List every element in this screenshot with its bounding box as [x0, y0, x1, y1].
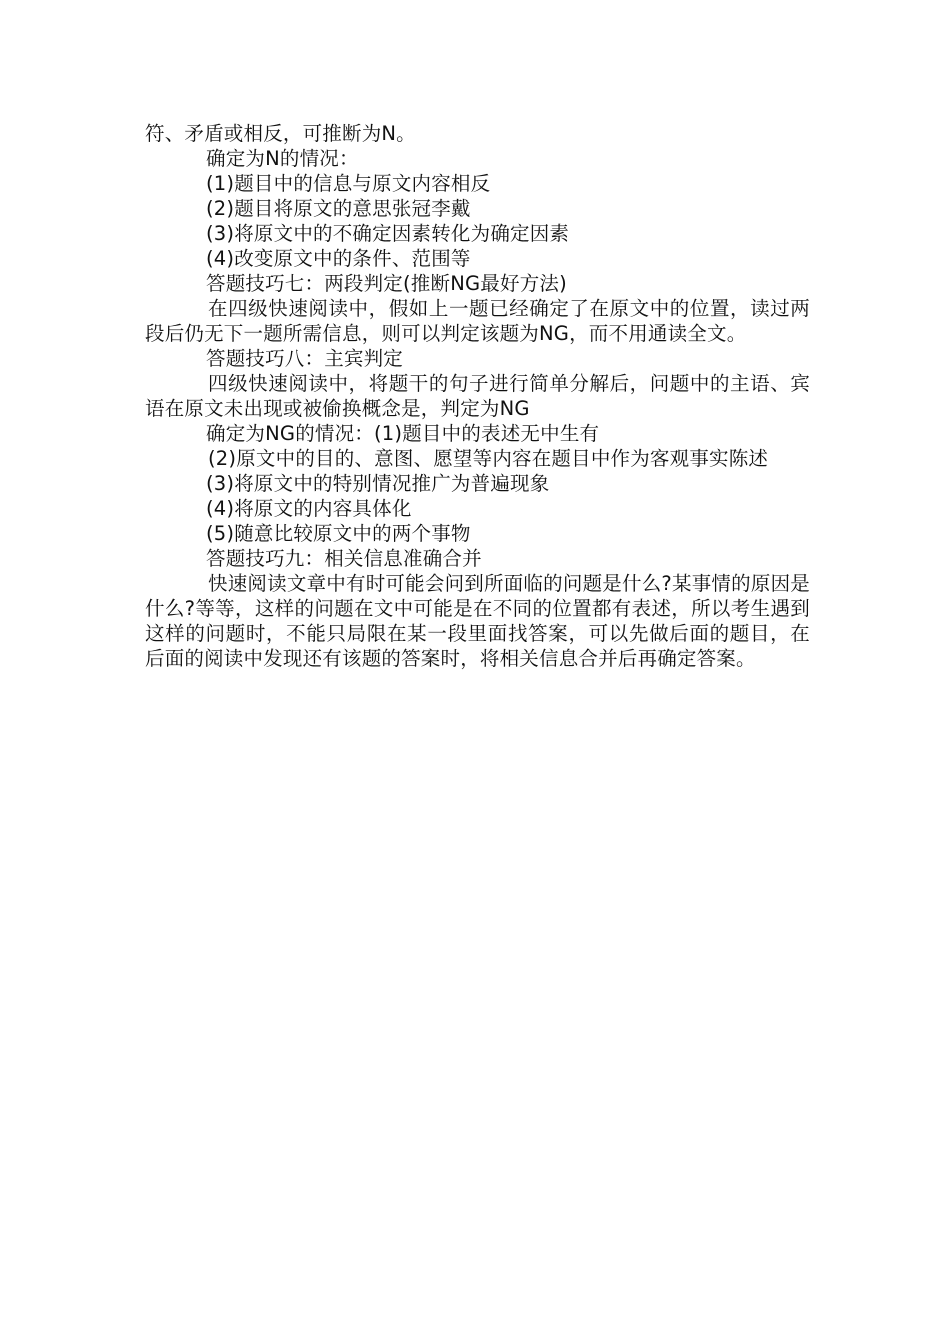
paragraph-n-cases-heading: 确定为N的情况： [206, 147, 359, 170]
paragraph-tip-nine-body: 快速阅读文章中有时可能会问到所面临的问题是什么?某事情的原因是什么?等等，这样的问题在文中可能是在不同的位置都有表述，所以考生遇到这样的问题时，不能只局限在某一段里面找答案，可以先做后面的题目，在后面的阅读中发现还有该题的答案时，将相关信息合并后再确定答案。 [145, 572, 810, 670]
paragraph-n-case-2: (2)题目将原文的意思张冠李戴 [206, 197, 471, 220]
paragraph-n-case-4: (4)改变原文中的条件、范围等 [206, 247, 471, 270]
heading-tip-eight: 答题技巧八：主宾判定 [206, 347, 404, 370]
paragraph-tip-seven-body: 在四级快速阅读中，假如上一题已经确定了在原文中的位置，读过两段后仍无下一题所需信息，则可以判定该题为NG，而不用通读全文。 [145, 297, 810, 345]
paragraph-ng-case-4: (4)将原文的内容具体化 [206, 497, 412, 520]
paragraph-tip-eight-body: 四级快速阅读中，将题干的句子进行简单分解后，问题中的主语、宾语在原文未出现或被偷换概念是，判定为NG [145, 372, 810, 420]
paragraph-ng-case-3: (3)将原文中的特别情况推广为普遍现象 [206, 472, 550, 495]
heading-tip-nine: 答题技巧九：相关信息准确合并 [206, 547, 482, 570]
paragraph-ng-case-5: (5)随意比较原文中的两个事物 [206, 522, 471, 545]
paragraph-ng-case-2: (2)原文中的目的、意图、愿望等内容在题目中作为客观事实陈述 [208, 447, 769, 470]
paragraph-n-case-1: (1)题目中的信息与原文内容相反 [206, 172, 491, 195]
document-body [145, 121, 810, 671]
paragraph-ng-cases-heading: 确定为NG的情况：(1)题目中的表述无中生有 [206, 422, 600, 445]
paragraph-continuation: 符、矛盾或相反，可推断为N。 [145, 122, 416, 145]
paragraph-n-case-3: (3)将原文中的不确定因素转化为确定因素 [206, 222, 570, 245]
heading-tip-seven: 答题技巧七：两段判定(推断NG最好方法) [206, 272, 567, 295]
